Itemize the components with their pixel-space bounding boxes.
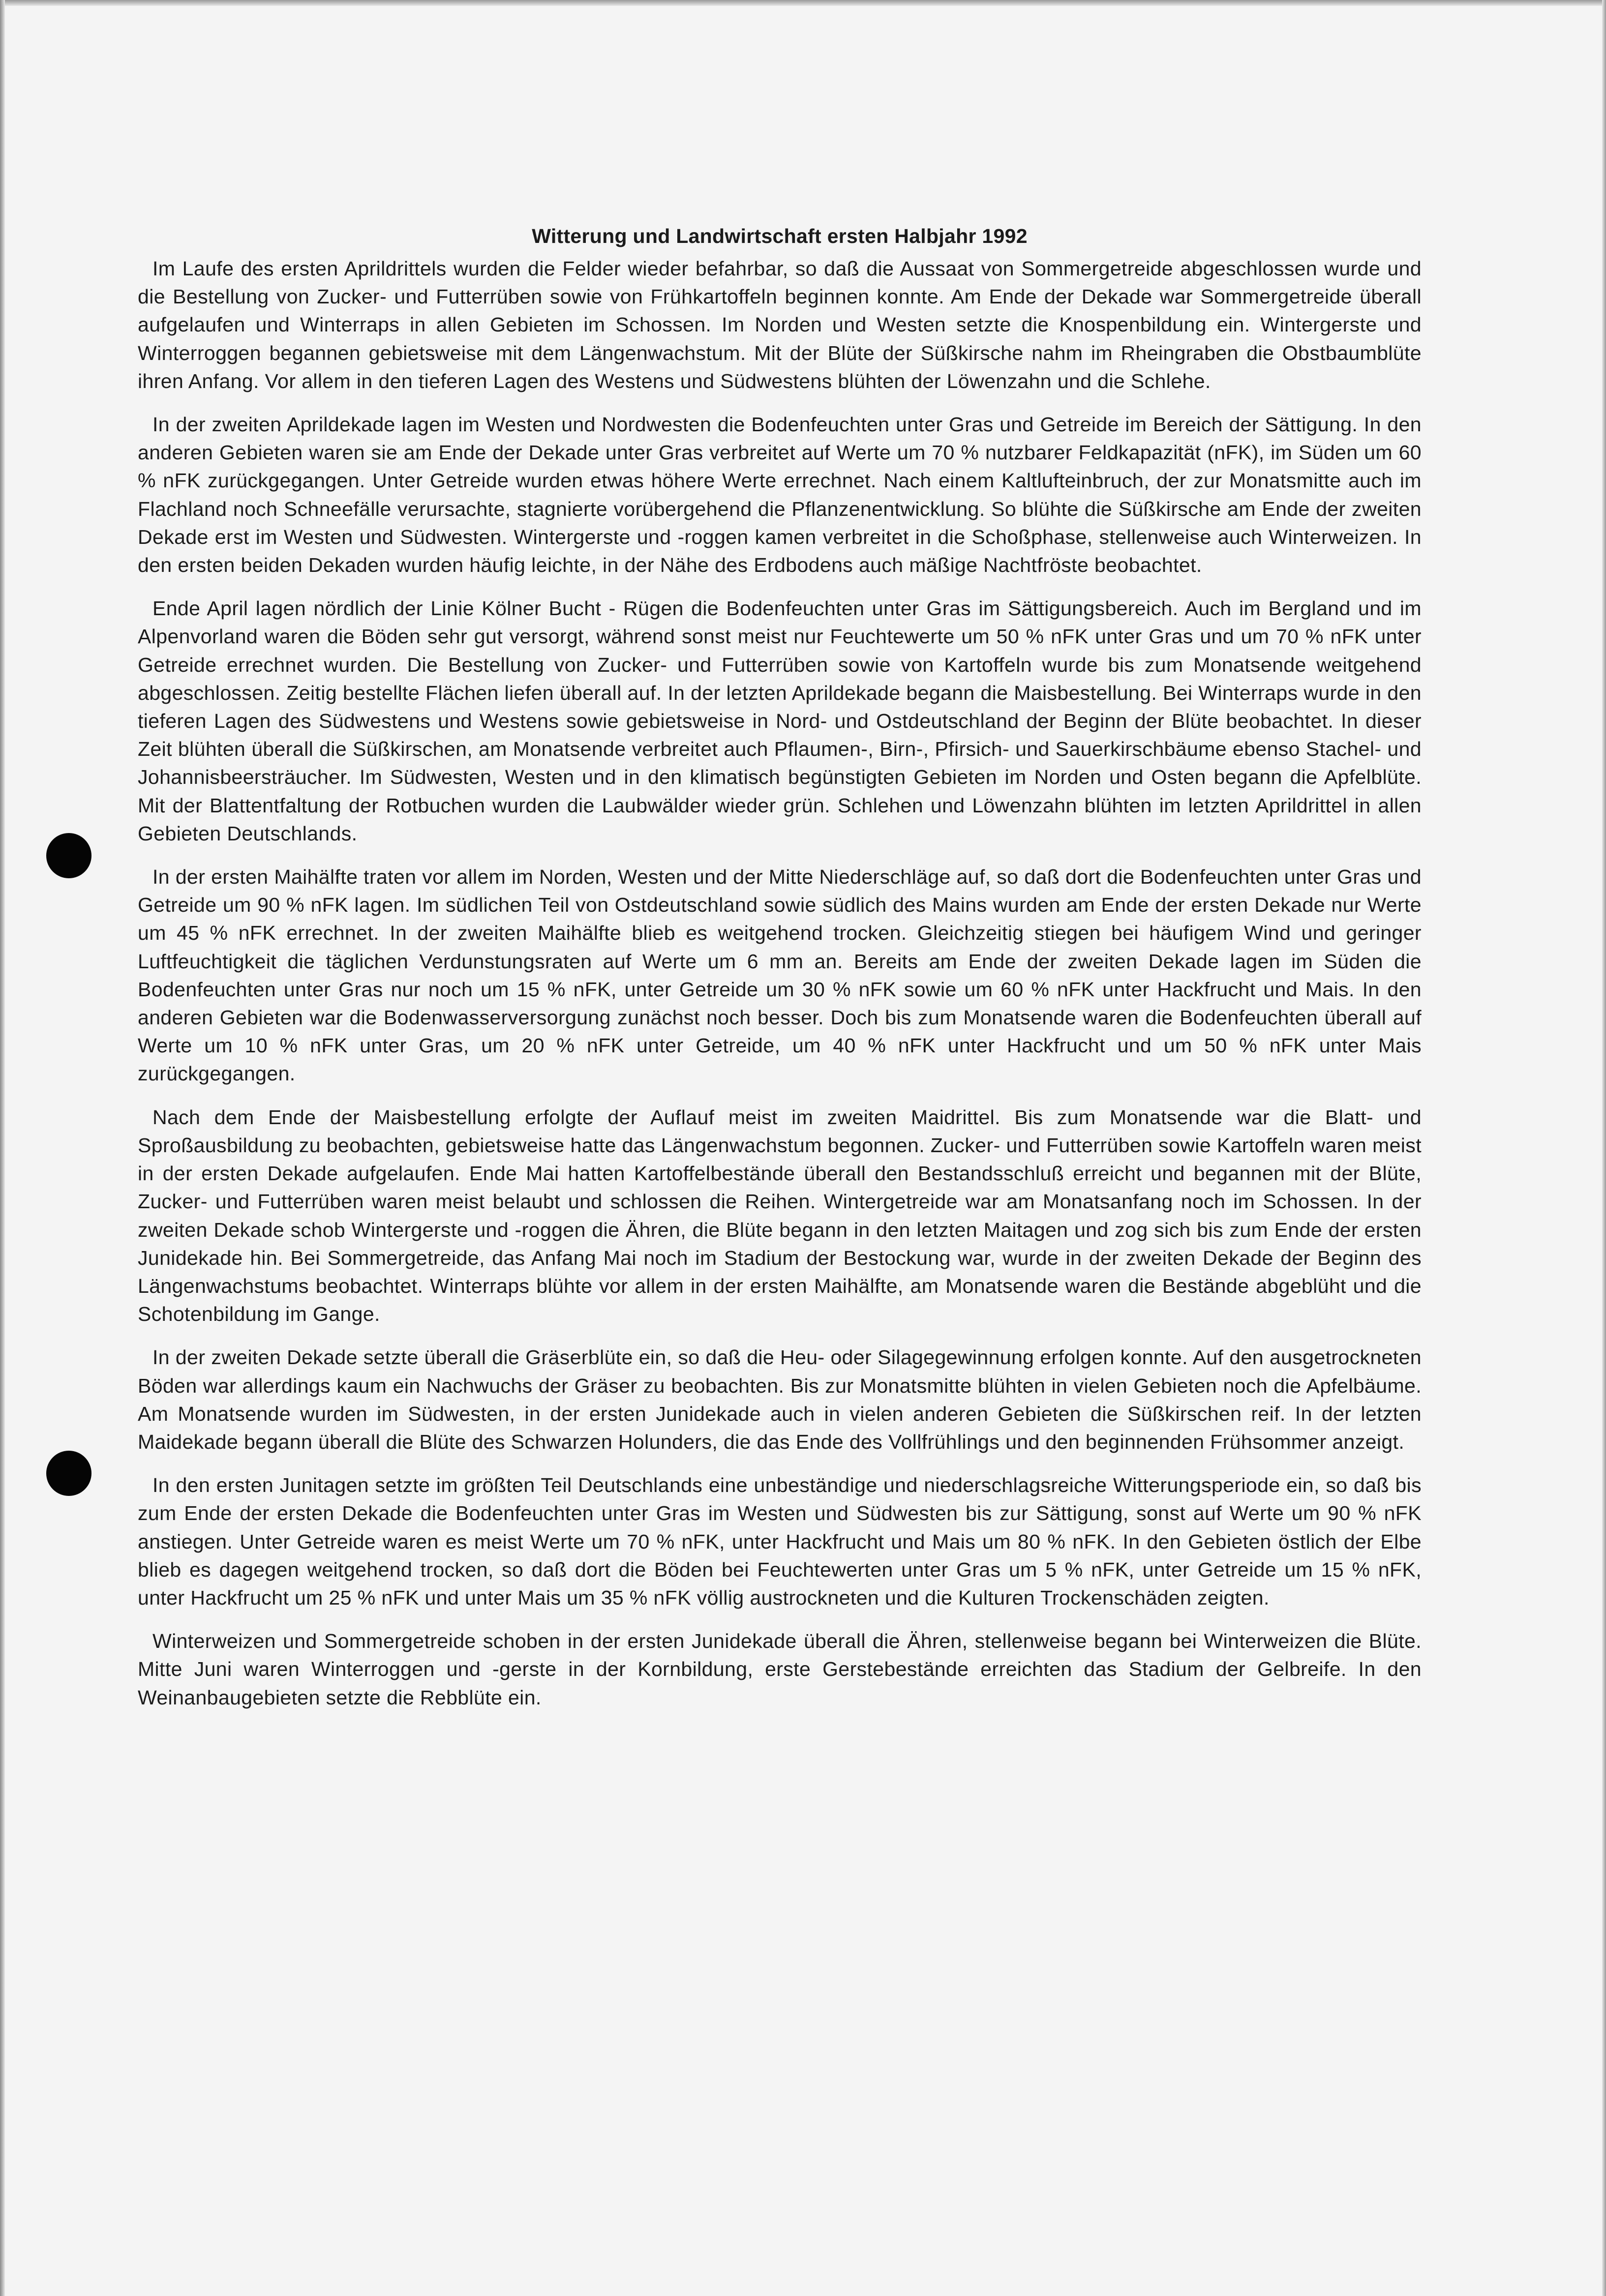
paragraph-april-second-decade: In der zweiten Aprildekade lagen im Westen und Nordwesten die Bodenfeuchten unter Gras und Getreide im Bereich der Sättigung. In den anderen Gebieten waren sie am Ende der Dekade unter Gras verbreitet auf Werte um 70 % nutzbarer Feldkapazität (nFK), im Süden um 60 % nFK zurückgegangen. Unter Getreide wurden etwas höhere Werte errechnet. Nach einem Kaltlufteinbruch, der zur Monatsmitte auch im Flachland noch Schneefälle verursachte, stagnierte vorübergehend die Pflanzenentwicklung. So blühte die Süßkirsche am Ende der zweiten Dekade erst im Westen und Südwesten. Wintergerste und -roggen kamen verbreitet in die Schoßphase, stellenweise auch Winterweizen. In den ersten beiden Dekaden wurden häufig leichte, in der Nähe des Erdbodens auch mäßige Nachtfröste beobachtet. bbox=[138, 413, 1422, 577]
document-title: Witterung und Landwirtschaft ersten Halbjahr 1992 bbox=[532, 225, 1028, 247]
document-body bbox=[138, 221, 1422, 1727]
punch-hole-lower bbox=[46, 1451, 91, 1496]
paragraph-maize-and-crops: Nach dem Ende der Maisbestellung erfolgte der Auflauf meist im zweiten Maidrittel. Bis zum Monatsende war die Blatt- und Sproßausbildung zu beobachten, gebietsweise hatte das Längenwachstum begonnen. Zucker- und Futterrüben sowie Kartoffeln waren meist in der ersten Dekade aufgelaufen. Ende Mai hatten Kartoffelbestände überall den Bestandsschluß erreicht und begannen mit der Blüte, Zucker- und Futterrüben waren meist belaubt und schlossen die Reihen. Wintergetreide war am Monatsanfang noch im Schossen. In der zweiten Dekade schob Wintergerste und -roggen die Ähren, die Blüte begann in den letzten Maitagen und zog sich bis zum Ende der ersten Junidekade hin. Bei Sommergetreide, das Anfang Mai noch im Stadium der Bestockung war, wurde in der zweiten Dekade der Beginn des Längenwachstums beobachtet. Winterraps blühte vor allem in der ersten Maihälfte, am Monatsende waren die Bestände abgeblüht und die Schotenbildung im Gange. bbox=[138, 1105, 1422, 1326]
paragraph-end-of-april: Ende April lagen nördlich der Linie Kölner Bucht - Rügen die Bodenfeuchten unter Gras im Sättigungsbereich. Auch im Bergland und im Alpenvorland waren die Böden sehr gut versorgt, während sonst meist nur Feuchtewerte um 50 % nFK unter Gras und um 70 % nFK unter Getreide errechnet wurden. Die Bestellung von Zucker- und Futterrüben sowie von Kartoffeln wurde bis zum Monatsende weitgehend abgeschlossen. Zeitig bestellte Flächen liefen überall auf. In der letzten Aprildekade begann die Maisbestellung. Bei Winterraps wurde in den tieferen Lagen des Südwestens und Westens sowie gebietsweise in Nord- und Ostdeutschland der Beginn der Blüte beobachtet. In dieser Zeit blühten überall die Süßkirschen, am Monatsende verbreitet auch Pflaumen-, Birn-, Pfirsich- und Sauerkirschbäume ebenso Stachel- und Johannisbeersträucher. Im Südwesten, Westen und in den klimatisch begünstigten Gebieten im Norden und Osten begann die Apfelblüte. Mit der Blattentfaltung der Rotbuchen wurden die Laubwälder wieder grün. Schlehen und Löwenzahn blühten im letzten Aprildrittel in allen Gebieten Deutschlands. bbox=[138, 597, 1422, 845]
paragraph-june-grain: Winterweizen und Sommergetreide schoben in der ersten Junidekade überall die Ähren, stellenweise begann bei Winterweizen die Blüte. Mitte Juni waren Winterroggen und -gerste in der Kornbildung, erste Gerstebestände erreichten das Stadium der Gelbreife. In den Weinanbaugebieten setzte die Rebblüte ein. bbox=[138, 1630, 1422, 1709]
paragraph-may-first-half: In der ersten Maihälfte traten vor allem im Norden, Westen und der Mitte Niederschläge auf, so daß dort die Bodenfeuchten unter Gras und Getreide um 90 % nFK lagen. Im südlichen Teil von Ostdeutschland sowie südlich des Mains wurden am Ende der ersten Dekade nur Werte um 45 % nFK errechnet. In der zweiten Maihälfte blieb es weitgehend trocken. Gleichzeitig stiegen bei häufigem Wind und geringer Luftfeuchtigkeit die täglichen Verdunstungsraten auf Werte um 6 mm an. Bereits am Ende der zweiten Dekade lagen im Süden die Bodenfeuchten unter Gras nur noch um 15 % nFK, unter Getreide um 30 % nFK sowie um 60 % nFK unter Hackfrucht und Mais. In den anderen Gebieten war die Bodenwasserversorgung zunächst noch besser. Doch bis zum Monatsende waren die Bodenfeuchten überall auf Werte um 10 % nFK unter Gras, um 20 % nFK unter Getreide, um 40 % nFK unter Hackfrucht und um 50 % nFK unter Mais zurückgegangen. bbox=[138, 865, 1422, 1085]
punch-hole-upper bbox=[46, 833, 91, 878]
page-right-edge bbox=[1602, 0, 1606, 2296]
paragraph-grass-bloom: In der zweiten Dekade setzte überall die Gräserblüte ein, so daß die Heu- oder Silagegewinnung erfolgen konnte. Auf den ausgetrockneten Böden war allerdings kaum ein Nachwuchs der Gräser zu beobachten. Bis zur Monatsmitte blühten in vielen Gebieten noch die Apfelbäume. Am Monatsende wurden im Südwesten, in der ersten Junidekade auch in vielen anderen Gebieten die Süßkirschen reif. In der letzten Maidekade begann überall die Blüte des Schwarzen Holunders, die das Ende des Vollfrühlings und den beginnenden Frühsommer anzeigt. bbox=[138, 1346, 1422, 1453]
page-top-edge bbox=[0, 0, 1606, 6]
paragraph-april-first-decade: Im Laufe des ersten Aprildrittels wurden die Felder wieder befahrbar, so daß die Aussaat von Sommergetreide abgeschlossen wurde und die Bestellung von Zucker- und Futterrüben sowie von Frühkartoffeln beginnen konnte. Am Ende der Dekade war Sommergetreide überall aufgelaufen und Winterraps in allen Gebieten im Schossen. Im Norden und Westen setzte die Knospenbildung ein. Wintergerste und Winterroggen begannen gebietsweise mit dem Längenwachstum. Mit der Blüte der Süßkirsche nahm im Rheingraben die Obstbaumblüte ihren Anfang. Vor allem in den tieferen Lagen des Westens und Südwestens blühten der Löwenzahn und die Schlehe. bbox=[138, 257, 1422, 392]
page-left-edge bbox=[0, 0, 5, 2296]
paragraph-june-first-days: In den ersten Junitagen setzte im größten Teil Deutschlands eine unbeständige und niederschlagsreiche Witterungsperiode ein, so daß bis zum Ende der ersten Dekade die Bodenfeuchten unter Gras im Westen und Südwesten bis zur Sättigung, sonst auf Werte um 90 % nFK anstiegen. Unter Getreide waren es meist Werte um 70 % nFK, unter Hackfrucht und Mais um 80 % nFK. In den Gebieten östlich der Elbe blieb es dagegen weitgehend trocken, so daß dort die Böden bei Feuchtewerten unter Gras um 5 % nFK, unter Getreide um 15 % nFK, unter Hackfrucht um 25 % nFK und unter Mais um 35 % nFK völlig austrockneten und die Kulturen Trockenschäden zeigten. bbox=[138, 1474, 1422, 1609]
